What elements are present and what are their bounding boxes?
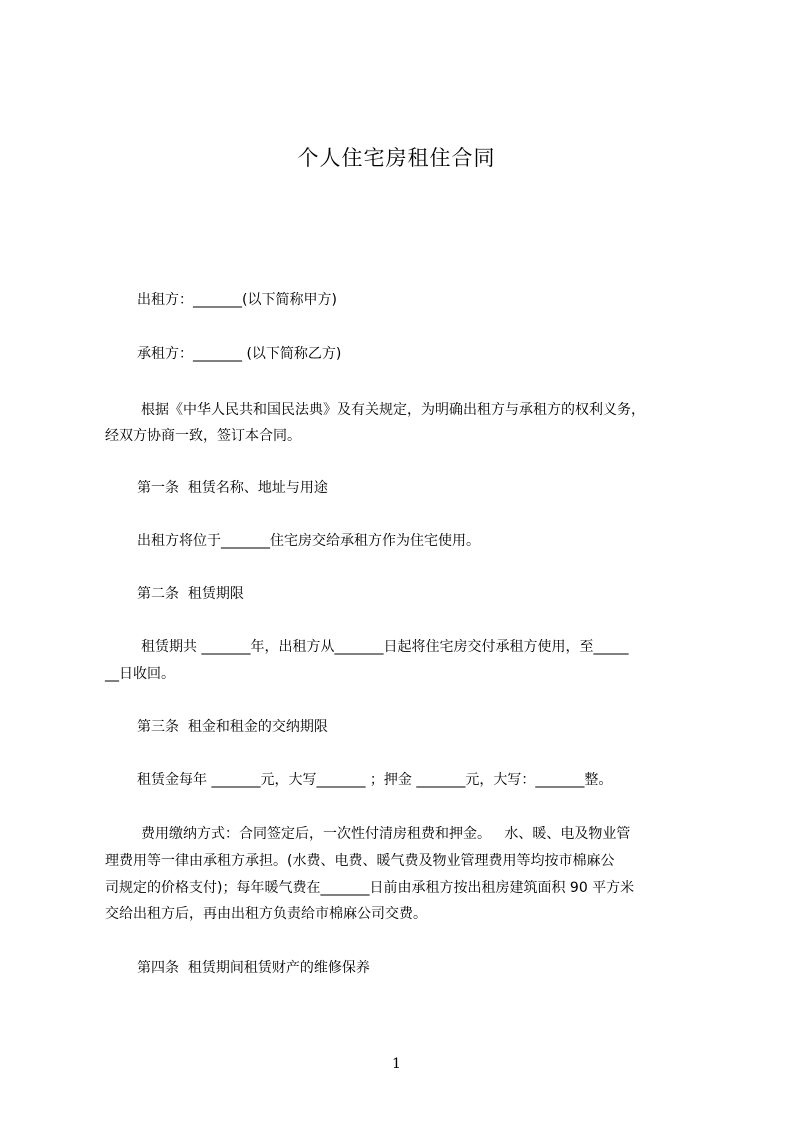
article-2-text-line-1: 租赁期共 _______年，出租方从_______日起将住宅房交付承租方使用，至_____ <box>141 639 629 655</box>
article-2-text-line-2: __日收回。 <box>105 666 175 682</box>
article-4-heading: 第四条 租赁期间租赁财产的维修保养 <box>137 960 370 976</box>
article-3-rent-line: 租赁金每年 _______元，大写_______ ；押金 _______元，大写：_______整。 <box>137 772 613 788</box>
payment-line-3: 司规定的价格支付)；每年暖气费在_______日前由承租方按出租房建筑面积 90 平方米 <box>105 880 635 896</box>
lessor-line: 出租方：_______(以下简称甲方) <box>137 292 337 308</box>
article-1-text: 出租方将位于_______住宅房交给承租方作为住宅使用。 <box>137 533 480 549</box>
article-2-heading: 第二条 租赁期限 <box>137 586 244 602</box>
payment-line-4: 交给出租方后，再由出租方负责给市棉麻公司交费。 <box>105 906 427 922</box>
preamble-line-1: 根据《中华人民共和国民法典》及有关规定，为明确出租方与承租方的权利义务， <box>141 402 645 418</box>
page-number: 1 <box>392 1056 401 1072</box>
payment-line-1: 费用缴纳方式：合同签定后，一次性付清房租费和押金。 水、暖、电及物业管 <box>141 826 631 842</box>
article-3-heading: 第三条 租金和租金的交纳期限 <box>137 719 328 735</box>
contract-title: 个人住宅房租住合同 <box>297 146 496 170</box>
article-1-heading: 第一条 租赁名称、地址与用途 <box>137 480 328 496</box>
preamble-line-2: 经双方协商一致，签订本合同。 <box>105 428 301 444</box>
payment-line-2: 理费用等一律由承租方承担。(水费、电费、暖气费及物业管理费用等均按市棉麻公 <box>105 853 615 869</box>
lessee-line: 承租方：_______ (以下简称乙方) <box>137 346 342 362</box>
